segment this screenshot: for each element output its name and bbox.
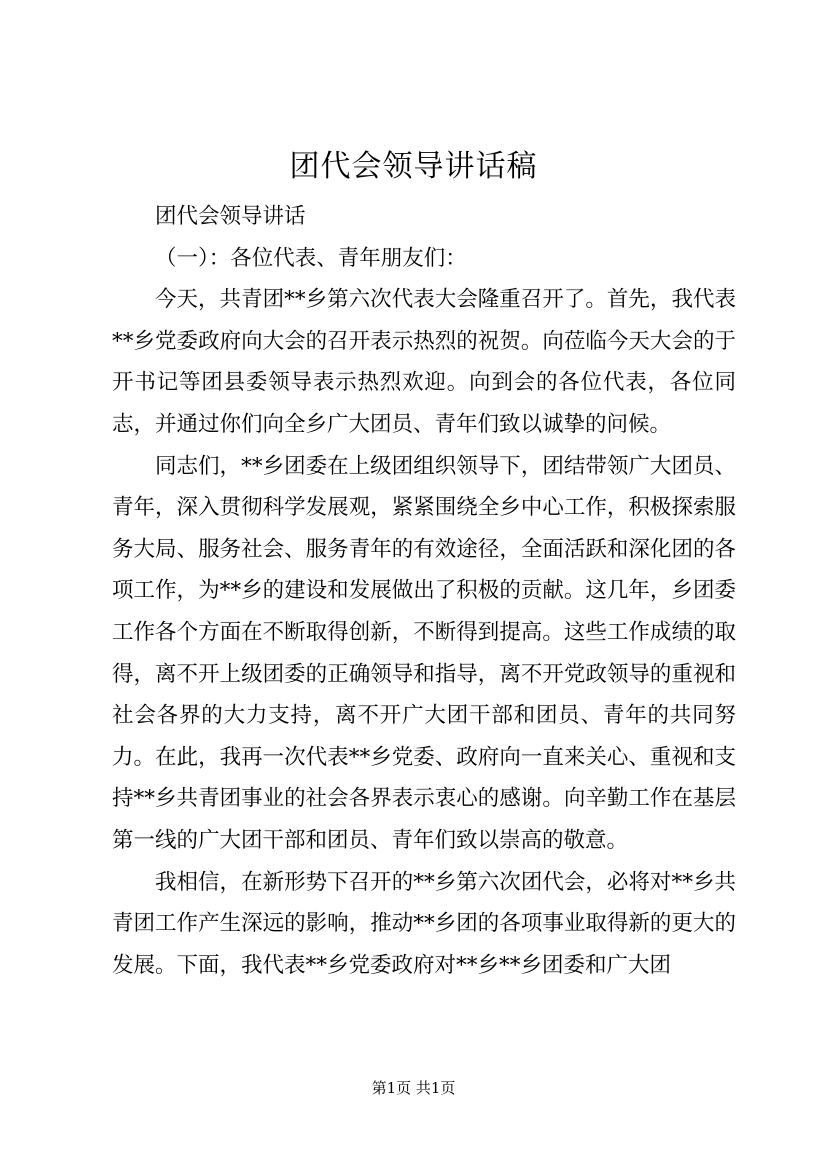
paragraph: 同志们，**乡团委在上级团组织领导下，团结带领广大团员、青年，深入贯彻科学发展观，紧紧围绕全乡中心工作，积极探索服务大局、服务社会、服务青年的有效途径，全面活跃和深化团的各项工作，为**乡的建设和发展做出了积极的贡献。这几年，乡团委工作各个方面在不断取得创新，不断得到提高。这些工作成绩的取得，离不开上级团委的正确领导和指导，离不开党政领导的重视和社会各界的大力支持，离不开广大团干部和团员、青年的共同努力。在此，我再一次代表**乡党委、政府向一直来关心、重视和支持**乡共青团事业的社会各界表示衷心的感谢。向辛勤工作在基层第一线的广大团干部和团员、青年们致以崇高的敬意。 [112, 453, 736, 853]
paragraph-salutation: （一）：各位代表、青年朋友们： [155, 245, 467, 271]
paragraph: 今天，共青团**乡第六次代表大会隆重召开了。首先，我代表**乡党委政府向大会的召开表示热烈的祝贺。向莅临今天大会的于开书记等团县委领导表示热烈欢迎。向到会的各位代表，各位同志，并通过你们向全乡广大团员、青年们致以诚挚的问候。 [112, 287, 736, 437]
paragraph: 我相信，在新形势下召开的**乡第六次团代会，必将对**乡共青团工作产生深远的影响，推动**乡团的各项事业取得新的更大的发展。下面，我代表**乡党委政府对**乡**乡团委和广大团 [112, 869, 736, 978]
paragraph-subtitle: 团代会领导讲话 [155, 204, 306, 229]
document-title: 团代会领导讲话稿 [289, 149, 538, 184]
page-footer: 第1页 共1页 [371, 1079, 456, 1097]
document-body [112, 196, 736, 986]
